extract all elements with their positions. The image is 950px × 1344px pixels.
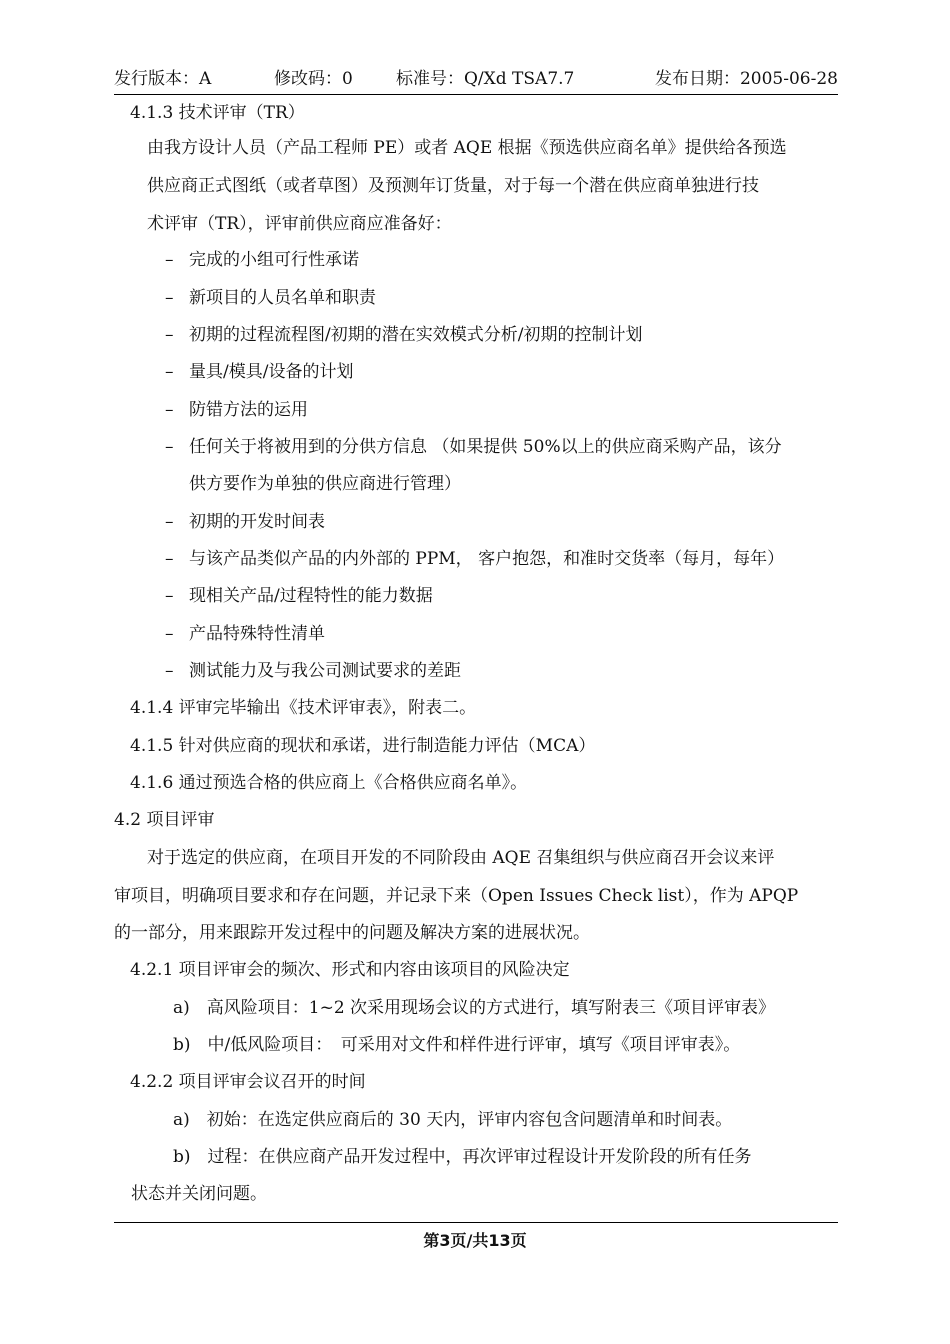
- list-dash: –: [165, 288, 174, 308]
- list-dash: –: [165, 325, 174, 345]
- list-dash: –: [165, 661, 174, 681]
- section-4-1-4: 4.1.4 评审完毕输出《技术评审表》，附表二。: [130, 698, 477, 718]
- header-revision: 修改码：0: [274, 69, 353, 89]
- sub-item-b: b) 中/低风险项目： 可采用对文件和样件进行评审，填写《项目评审表》。: [173, 1035, 741, 1055]
- list-dash: –: [165, 512, 174, 532]
- header-rule: [114, 94, 838, 95]
- list-item: 完成的小组可行性承诺: [189, 250, 359, 270]
- footer-rule: [114, 1222, 838, 1223]
- sub-item-a: a) 初始：在选定供应商后的 30 天内，评审内容包含问题清单和时间表。: [173, 1110, 733, 1130]
- header-version: 发行版本：A: [114, 69, 212, 89]
- list-dash: –: [165, 437, 174, 457]
- list-item: 新项目的人员名单和职责: [189, 288, 376, 308]
- list-item: 量具/模具/设备的计划: [189, 362, 354, 382]
- sub-item-b: b) 过程：在供应商产品开发过程中，再次评审过程设计开发阶段的所有任务: [173, 1147, 752, 1167]
- list-item: 任何关于将被用到的分供方信息 （如果提供 50%以上的供应商采购产品，该分: [189, 437, 782, 457]
- list-dash: –: [165, 250, 174, 270]
- paragraph-line: 审项目，明确项目要求和存在问题，并记录下来（Open Issues Check list），作为 APQP: [114, 886, 799, 906]
- list-item-continuation: 供方要作为单独的供应商进行管理）: [189, 474, 461, 494]
- section-4-1-6: 4.1.6 通过预选合格的供应商上《合格供应商名单》。: [130, 773, 528, 793]
- list-dash: –: [165, 624, 174, 644]
- list-item: 防错方法的运用: [189, 400, 308, 420]
- list-dash: –: [165, 362, 174, 382]
- header-date: 发布日期：2005-06-28: [654, 69, 838, 89]
- section-4-2-1: 4.2.1 项目评审会的频次、形式和内容由该项目的风险决定: [130, 960, 570, 980]
- page-header: [114, 64, 838, 94]
- paragraph-line: 供应商正式图纸（或者草图）及预测年订货量，对于每一个潜在供应商单独进行技: [147, 176, 759, 196]
- paragraph-line: 术评审（TR），评审前供应商应准备好：: [147, 214, 452, 234]
- list-item: 初期的过程流程图/初期的潜在实效模式分析/初期的控制计划: [189, 325, 643, 345]
- section-4-1-3-title: 4.1.3 技术评审（TR）: [130, 103, 305, 123]
- paragraph-line: 对于选定的供应商，在项目开发的不同阶段由 AQE 召集组织与供应商召开会议来评: [147, 848, 775, 868]
- section-4-2-2: 4.2.2 项目评审会议召开的时间: [130, 1072, 366, 1092]
- list-item: 现相关产品/过程特性的能力数据: [189, 586, 433, 606]
- header-standard: 标准号：Q/Xd TSA7.7: [396, 69, 575, 89]
- sub-item-a: a) 高风险项目：1~2 次采用现场会议的方式进行，填写附表三《项目评审表》: [173, 998, 776, 1018]
- list-dash: –: [165, 549, 174, 569]
- list-item: 产品特殊特性清单: [189, 624, 325, 644]
- page-number: 第3页/共13页: [423, 1231, 527, 1250]
- sub-item-b-continuation: 状态并关闭问题。: [131, 1184, 267, 1204]
- section-4-1-5: 4.1.5 针对供应商的现状和承诺，进行制造能力评估（MCA）: [130, 736, 596, 756]
- paragraph-line: 的一部分，用来跟踪开发过程中的问题及解决方案的进展状况。: [114, 923, 590, 943]
- section-4-2-title: 4.2 项目评审: [114, 810, 215, 830]
- list-dash: –: [165, 400, 174, 420]
- list-item: 初期的开发时间表: [189, 512, 325, 532]
- list-item: 与该产品类似产品的内外部的 PPM， 客户抱怨，和准时交货率（每月，每年）: [189, 549, 785, 569]
- paragraph-line: 由我方设计人员（产品工程师 PE）或者 AQE 根据《预选供应商名单》提供给各预选: [147, 138, 787, 158]
- list-dash: –: [165, 586, 174, 606]
- list-item: 测试能力及与我公司测试要求的差距: [189, 661, 461, 681]
